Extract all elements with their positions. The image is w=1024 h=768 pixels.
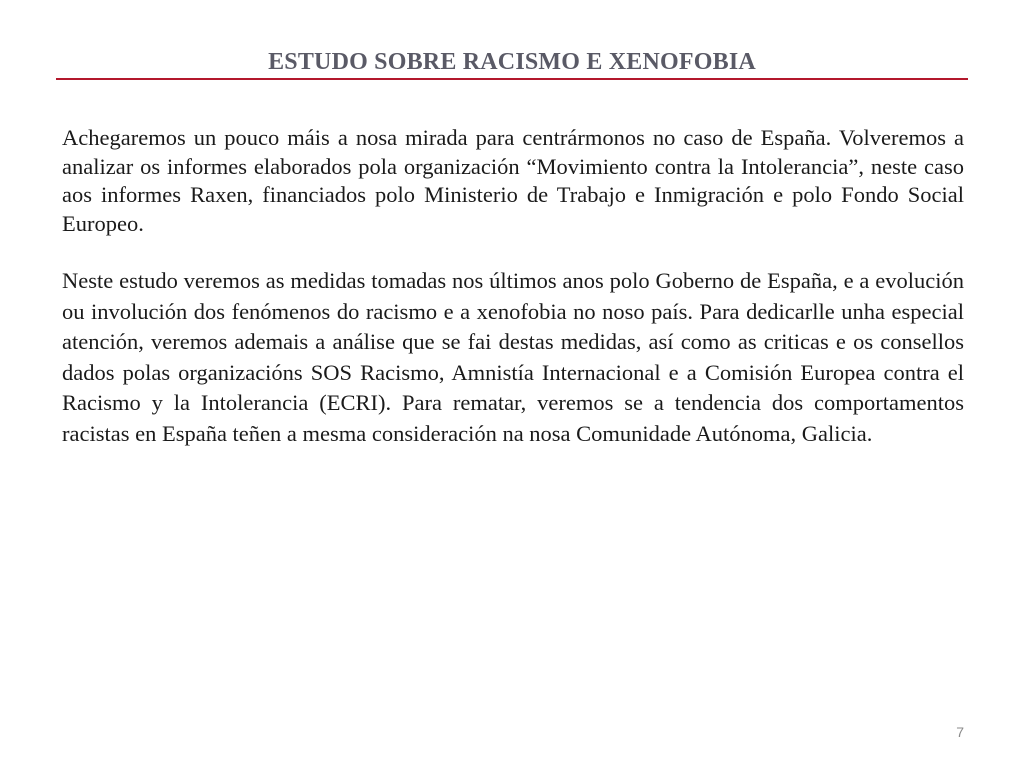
paragraph-intro: Achegaremos un pouco máis a nosa mirada para centrármonos no caso de España. Volveremos a analizar os informes elaborados pola organización “Movimiento contra la Intolerancia”, neste caso aos informes Raxen, financiados polo Ministerio de Trabajo e Inmigración e polo Fondo Social Europeo. [62,125,964,236]
slide-title: ESTUDO SOBRE RACISMO E XENOFOBIA [268,49,756,75]
title-divider [56,78,968,80]
page-number: 7 [956,724,964,740]
slide-body [62,124,964,477]
paragraph-study: Neste estudo veremos as medidas tomadas nos últimos anos polo Goberno de España, e a evolución ou involución dos fenómenos do racismo e a xenofobia no noso país. Para dedicarlle unha especial atención, veremos ademais a análise que se fai destas medidas, así como as criticas e os consellos dados polas organizacións SOS Racismo, Amnistía Internacional e a Comisión Europea contra el Racismo y la Intolerancia (ECRI). Para rematar, veremos se a tendencia dos comportamentos racistas en España teñen a mesma consideración na nosa Comunidade Autónoma, Galicia. [62,268,964,446]
